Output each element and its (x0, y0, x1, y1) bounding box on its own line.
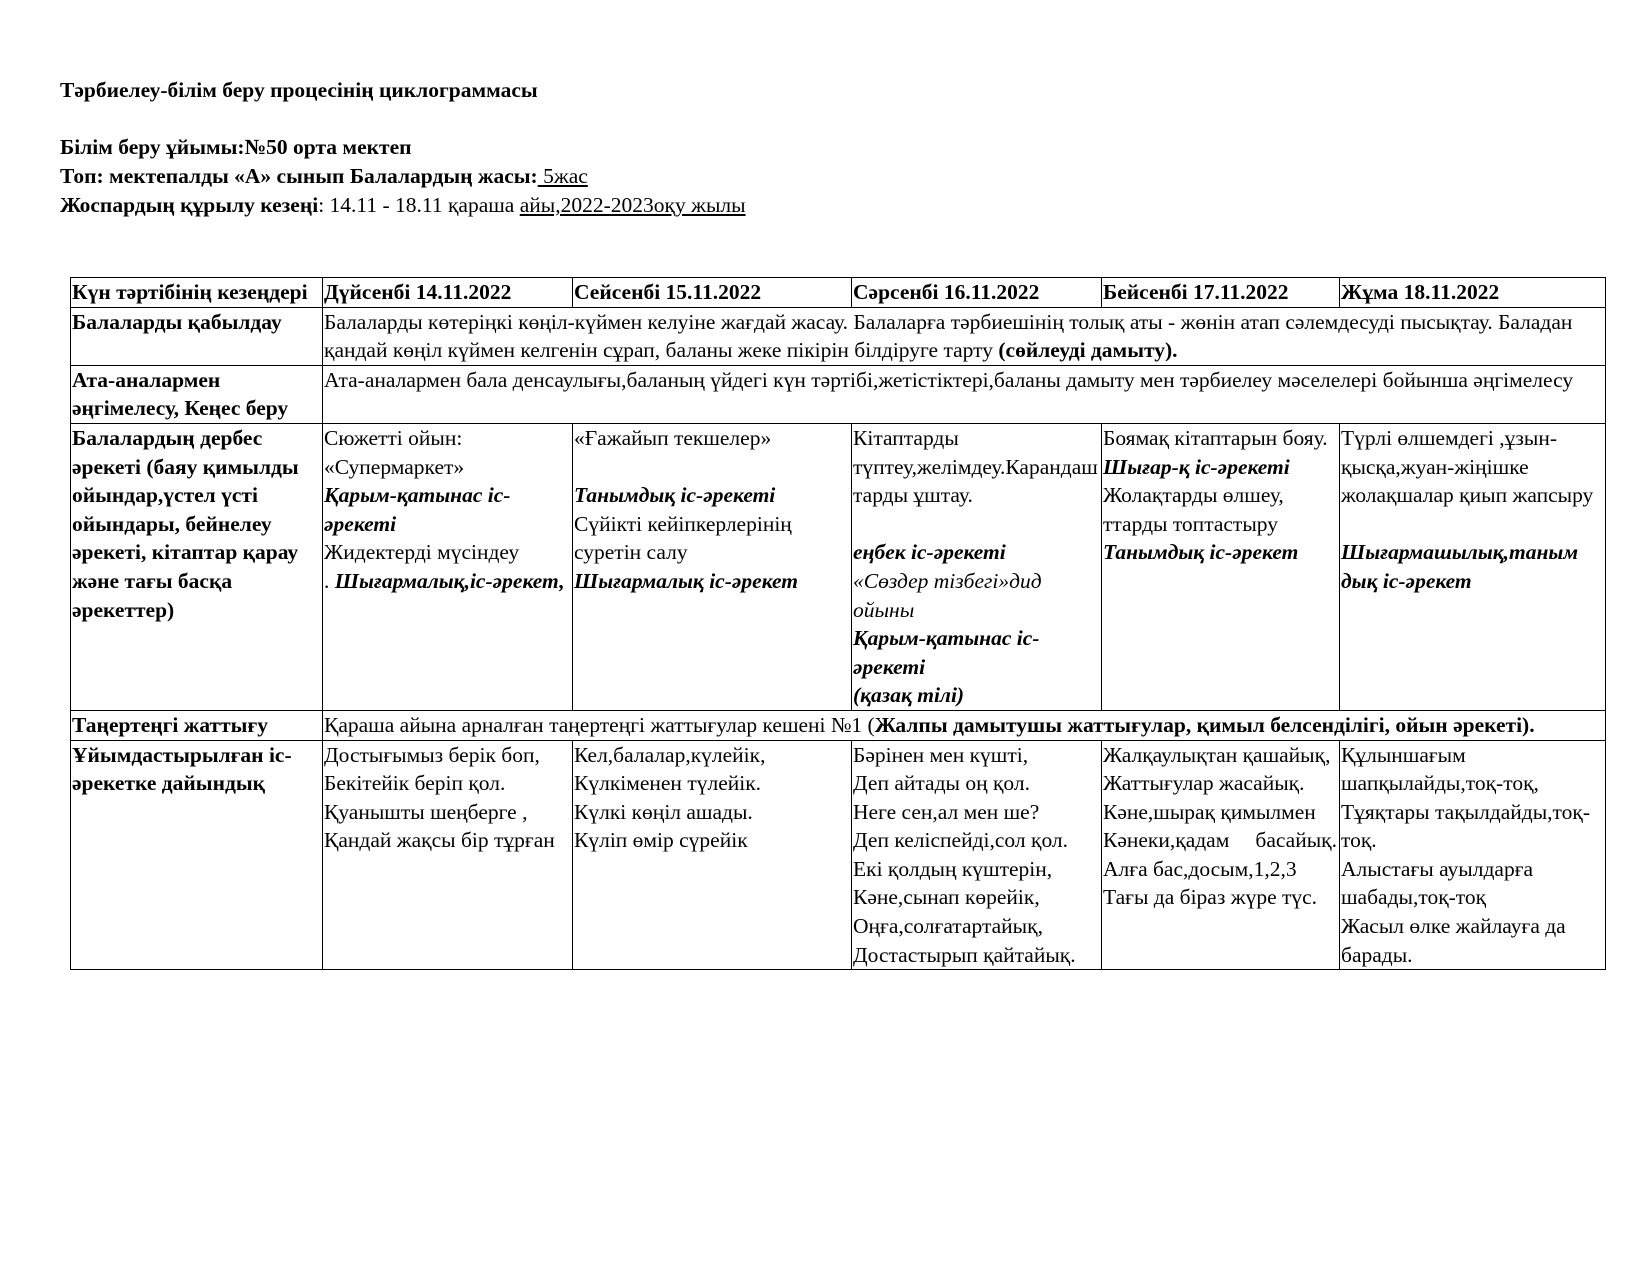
header-cell-friday: Жұма 18.11.2022 (1340, 278, 1606, 308)
cell-line: Жолақтарды өлшеу, ттарды топтастыру (1103, 483, 1284, 536)
cell-line: Достығымыз берік боп, Бекітейік беріп қол. (324, 742, 540, 796)
table-row (71, 740, 1606, 970)
header-cell-monday: Дүйсенбі 14.11.2022 (323, 278, 573, 308)
cell-line: Кел,балалар,күлейік, (574, 742, 766, 767)
reception-text-bold: (сөйлеуді дамыту). (998, 338, 1178, 363)
cell-line: Жалқаулықтан қашайық, (1103, 742, 1331, 767)
row-label-preparation: Ұйымдастырылған іс- әрекетке дайындық (71, 740, 323, 970)
cell-line: Шығармашылық,таным дық іс-әрекет (1341, 540, 1579, 593)
header-cell-tuesday: Сейсенбі 15.11.2022 (573, 278, 852, 308)
cell-line: Кітаптарды түптеу,желімдеу.Карандаштарды ұштау. (853, 425, 1098, 508)
period-dates: : 14.11 - 18.11 қараша (318, 193, 520, 217)
cell-line: Бәрінен мен күшті, (853, 742, 1029, 767)
cell-line: Деп келіспейді,сол қол. Екі қолдың күштерін, Кәне,сынап көрейік, (853, 828, 1069, 910)
cell-line: Түрлі өлшемдегі ,ұзын-қысқа,жуан-жіңішке жолақшалар қиып жапсыру (1341, 425, 1594, 508)
cell-line: Қуанышты шеңберге , Қандай жақсы бір тұрған (324, 799, 555, 853)
document-title: Тәрбиелеу-білім беру процесінің циклограммасы (60, 78, 538, 102)
org-value: №50 орта мектеп (244, 135, 412, 159)
cell-line: еңбек іс-әрекеті (853, 540, 1006, 565)
reception-text: Балаларды көтеріңкі көңіл-күймен келуіне жағдай жасау. Балаларға тәрбиешінің толық аты - жөнін атап сәлемдесуді пысықтау. Баладан қандай көңіл күймен келгенін сұрап, баланы жеке пікірін білдіруге тарту (324, 309, 1573, 363)
period-year: айы,2022-2023оқу жылы (519, 193, 746, 217)
exercise-text-bold: Жалпы дамытушы жаттығулар, қимыл белсенділігі, ойын әрекеті). (874, 712, 1535, 737)
cell-line: Тұяқтары тақылдайды,тоқ-тоқ. (1341, 799, 1591, 853)
cell-line: Жаттығулар жасайық. (1103, 771, 1305, 796)
cell-line: Оңға,солғатартайық, (853, 914, 1043, 939)
cell-line: Қарым-қатынас іс-әрекеті (324, 483, 511, 536)
cell-line: Құлыншағым шапқылайды,тоқ-тоқ, (1341, 742, 1539, 796)
cell-line: Тағы да біраз жүре түс. (1103, 885, 1318, 910)
cell-line: «Сөздер тізбегі»дид ойыны (853, 568, 1042, 622)
activity-cell-wednesday (852, 423, 1102, 710)
row-label-reception: Балаларды қабылдау (71, 307, 323, 365)
activity-cell-monday (323, 423, 573, 710)
table-row (71, 365, 1606, 423)
table-header-row (71, 278, 1606, 308)
cell-line: Жидектерді мүсіндеу (324, 540, 520, 565)
cell-line: Күлкі көңіл ашады. (574, 799, 753, 824)
reception-text-cell (323, 307, 1606, 365)
prep-cell-monday (323, 740, 573, 970)
cell-line: Шығармалық іс-әрекет (574, 568, 798, 593)
cell-line: Күлкіменен түлейік. (574, 771, 762, 796)
table-row (71, 710, 1606, 740)
parents-text-cell: Ата-аналармен бала денсаулығы,баланың үйдегі күн тәртібі,жетістіктері,баланы дамыту мен тәрбиелеу мәселелері бойынша әңгімелесу (323, 365, 1606, 423)
cell-line: Жасыл өлке жайлауға да барады. (1341, 914, 1566, 967)
cell-line: Танымдық іс-әрекеті (574, 483, 776, 508)
activity-cell-friday (1340, 423, 1606, 710)
prep-cell-friday (1340, 740, 1606, 970)
document-header (60, 76, 746, 220)
period-label: Жоспардың құрылу кезеңі (60, 193, 319, 217)
header-cell-stages: Күн тәртібінің кезеңдері (71, 278, 323, 308)
cell-line: Алыстағы ауылдарға шабады,тоқ-тоқ (1341, 856, 1534, 910)
row-label-parents: Ата-аналармен әңгімелесу, Кеңес беру (71, 365, 323, 423)
cell-line: «Супермаркет» (324, 454, 465, 479)
cell-line: «Ғажайып текшелер» (574, 425, 772, 450)
group-age: 5жас (537, 164, 588, 188)
period-line (60, 191, 746, 220)
cell-line: Танымдық іс-әрекет (1103, 540, 1299, 565)
cell-line: Боямақ кітаптарын бояу. (1103, 425, 1328, 450)
cell-line: Кәне,шырақ қимылмен (1103, 799, 1316, 824)
group-line (60, 162, 746, 191)
cell-line: Сюжетті ойын: (324, 425, 463, 450)
cell-line (324, 567, 570, 596)
activity-cell-tuesday (573, 423, 852, 710)
schedule-table (70, 277, 1606, 970)
prep-cell-thursday (1102, 740, 1340, 970)
cell-line-prefix: . (324, 568, 335, 593)
cell-line: Сүйікті кейіпкерлерінің суретін салу (574, 511, 792, 565)
cell-line: Күліп өмір сүрейік (574, 828, 748, 853)
row-label-activity: Балалардың дербес әрекеті (баяу қимылды ойындар,үстел үсті ойындары, бейнелеу әрекеті, кітаптар қарау және тағы басқа әрекеттер) (71, 423, 323, 710)
cell-line: Кәнеки,қадам басайық. Алға бас,досым,1,2,3 (1103, 828, 1337, 881)
exercise-text: Қараша айына арналған таңертеңгі жаттығулар кешені №1 ( (324, 712, 875, 737)
cell-line: Шығар-қ іс-әрекеті (1103, 454, 1290, 479)
cell-line: Қарым-қатынас іс-әрекеті (853, 626, 1040, 679)
group-label: Топ: мектепалды «А» сынып Балалардың жасы: (60, 164, 538, 188)
row-label-exercise: Таңертеңгі жаттығу (71, 710, 323, 740)
org-line (60, 133, 746, 162)
cell-line-italic: Шығармалық,іс-әрекет, (334, 568, 565, 593)
cell-line: (қазақ тілі) (853, 683, 965, 708)
prep-cell-wednesday (852, 740, 1102, 970)
activity-cell-thursday (1102, 423, 1340, 710)
org-label: Білім беру ұйымы: (60, 135, 245, 159)
header-cell-wednesday: Сәрсенбі 16.11.2022 (852, 278, 1102, 308)
cell-line: Неге сен,ал мен ше? (853, 799, 1040, 824)
cell-line: Деп айтады оң қол. (853, 771, 1031, 796)
cell-line: Достастырып қайтайық. (853, 942, 1076, 967)
prep-cell-tuesday (573, 740, 852, 970)
header-cell-thursday: Бейсенбі 17.11.2022 (1102, 278, 1340, 308)
table-row (71, 423, 1606, 710)
table-row (71, 307, 1606, 365)
exercise-text-cell (323, 710, 1606, 740)
